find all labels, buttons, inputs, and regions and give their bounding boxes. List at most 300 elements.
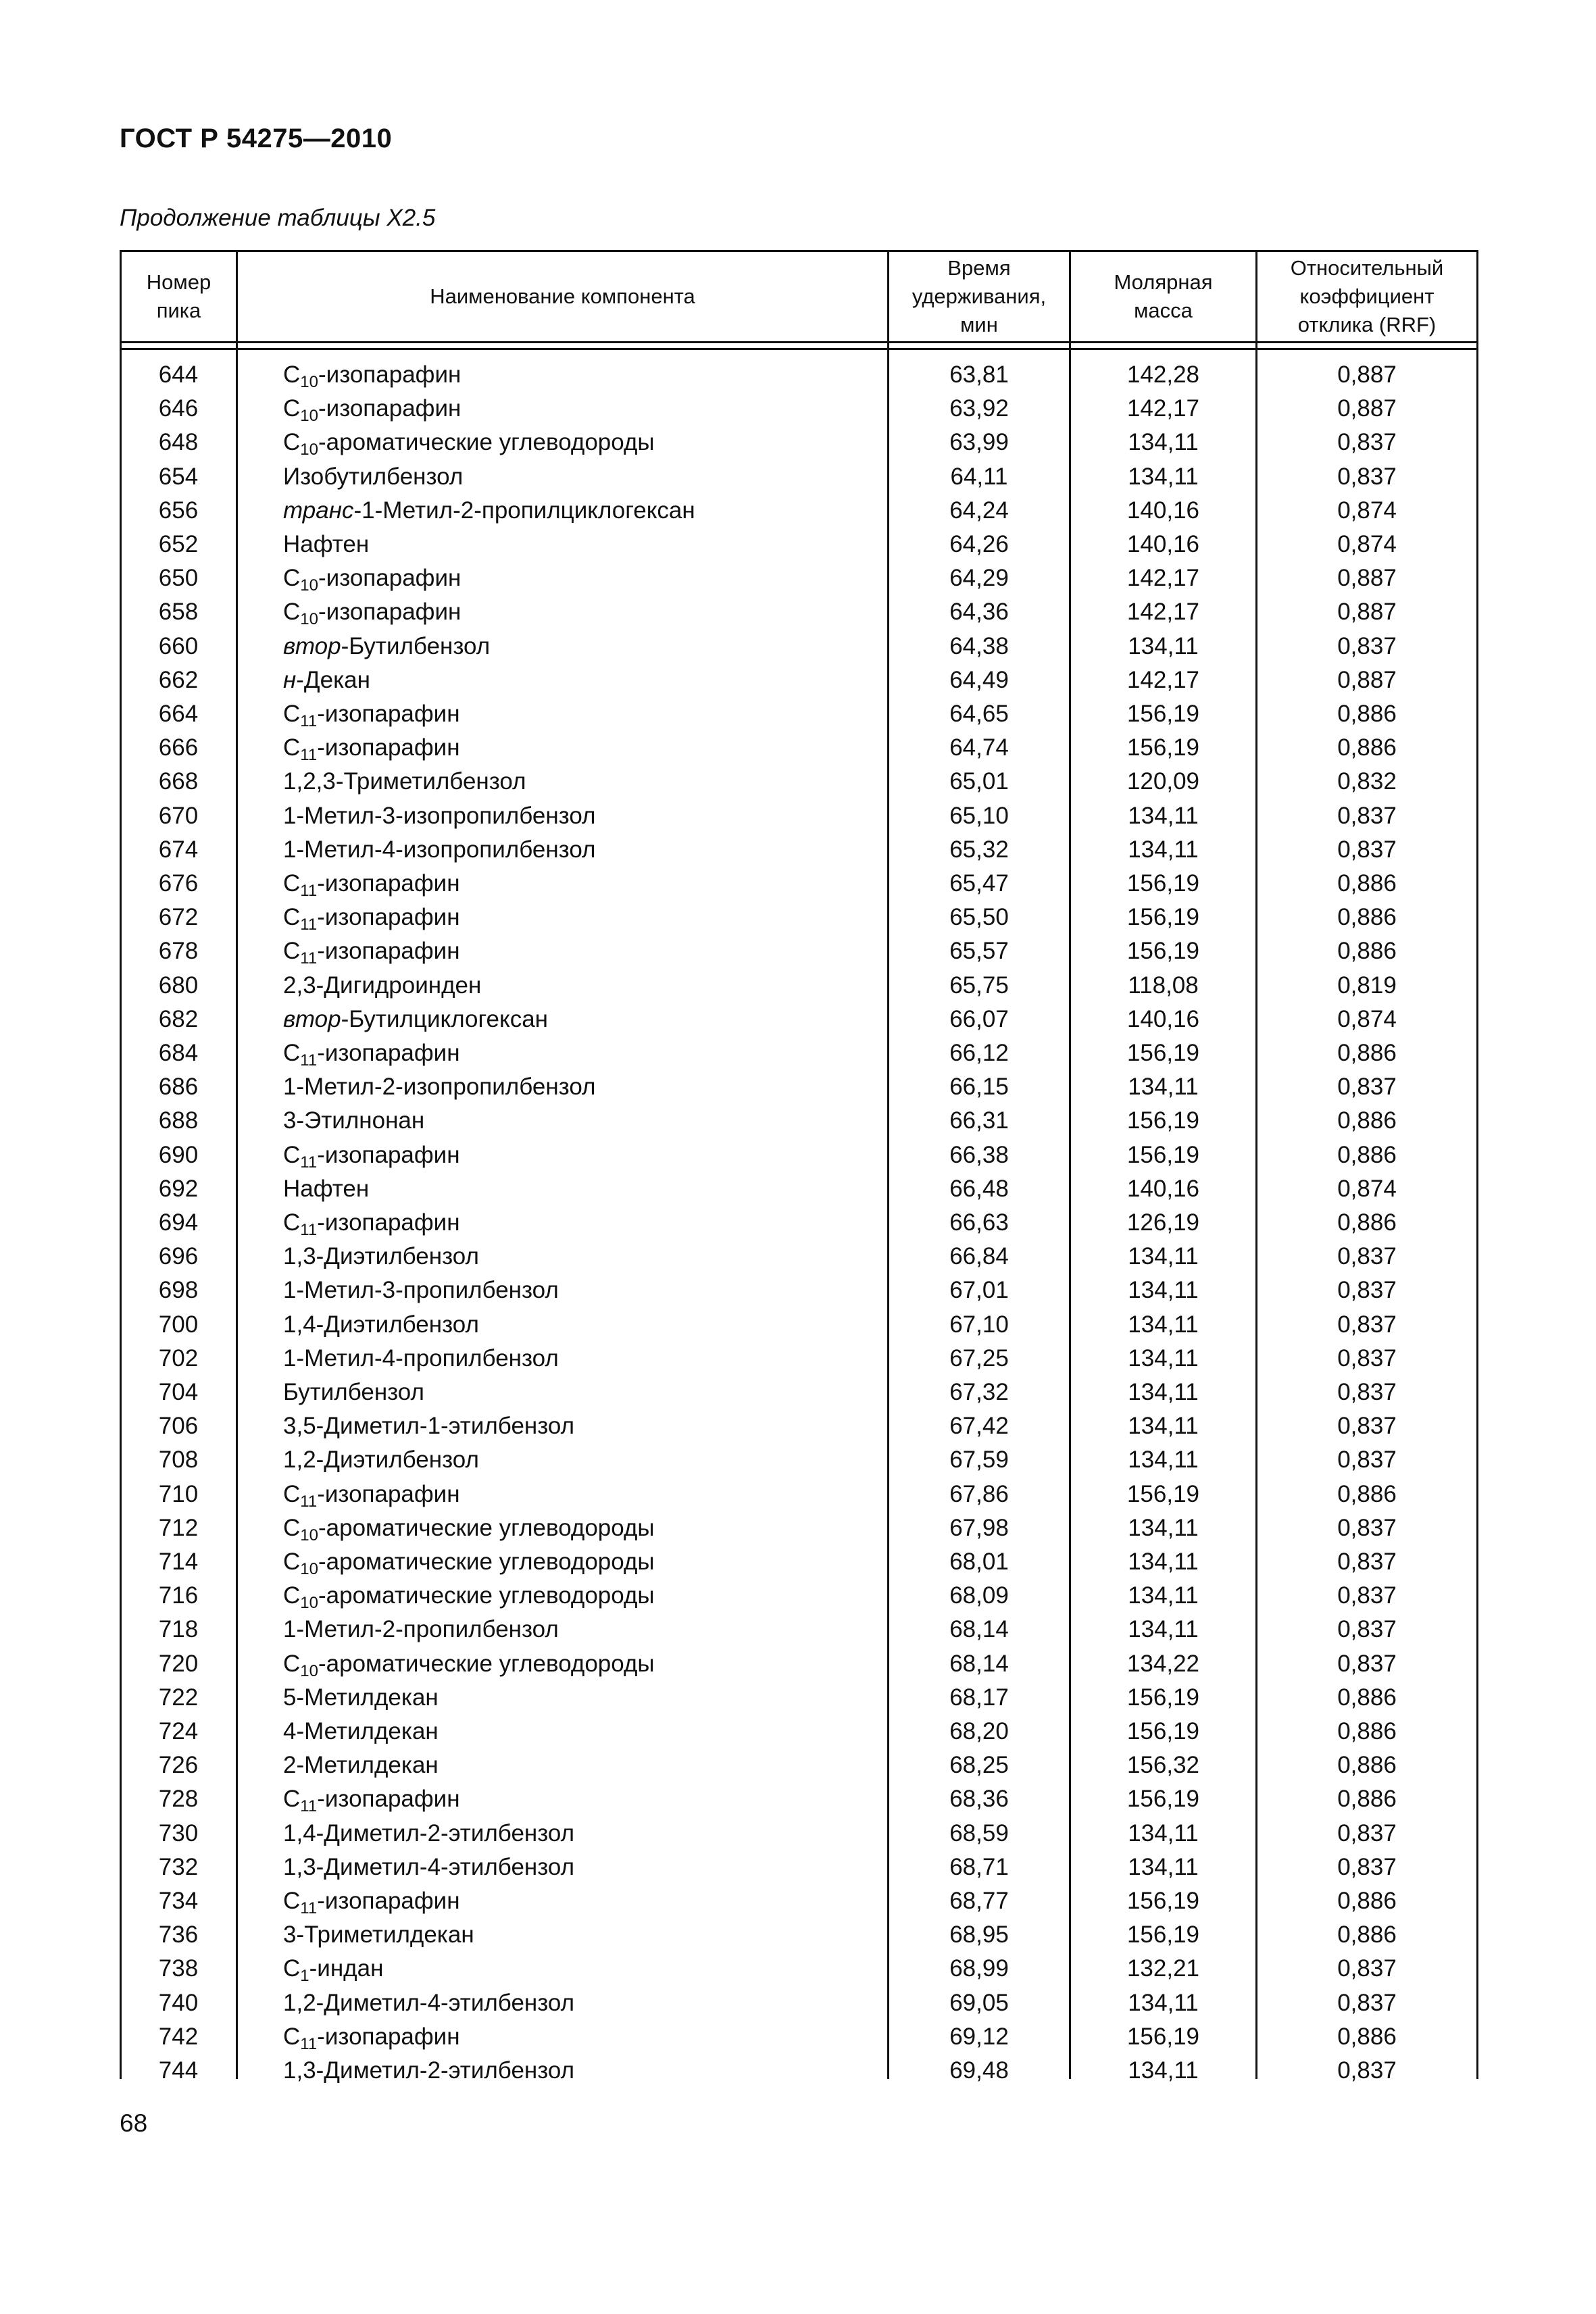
rrf-cell: 0,886: [1337, 1209, 1397, 1236]
name-suffix: -индан: [309, 1955, 384, 1982]
rrf-cell: 0,886: [1337, 1040, 1397, 1066]
name-subscript: 11: [300, 915, 318, 934]
molar-mass-cell: 156,19: [1126, 1684, 1200, 1711]
rrf-cell: 0,837: [1337, 1989, 1397, 2016]
retention-time-cell: 68,01: [949, 1549, 1009, 1575]
peak-number-cell: 728: [158, 1786, 199, 1813]
name-base: 1,4-Диэтилбензол: [283, 1311, 479, 1338]
rrf-cell: 0,837: [1337, 1549, 1397, 1575]
peak-number-cell: 666: [158, 734, 199, 761]
table-row: [120, 1715, 1478, 1749]
molar-mass-cell: 156,19: [1126, 701, 1200, 727]
retention-time-cell: 64,38: [949, 632, 1009, 659]
peak-number-cell: 718: [158, 1616, 199, 1643]
molar-mass-cell: 118,08: [1128, 972, 1199, 999]
rrf-cell: 0,887: [1337, 599, 1397, 626]
rrf-cell: 0,837: [1337, 1447, 1397, 1474]
name-subscript: 10: [300, 610, 318, 629]
component-name-cell: [283, 1172, 369, 1206]
rrf-cell: 0,837: [1337, 1582, 1397, 1609]
molar-mass-cell: 142,17: [1126, 599, 1200, 626]
name-base: 2-Метилдекан: [283, 1752, 439, 1779]
name-base: C: [283, 1514, 301, 1541]
name-base: 1,2-Диметил-4-этилбензол: [283, 1989, 575, 2016]
component-name-cell: [283, 1511, 655, 1545]
retention-time-cell: 66,63: [949, 1209, 1009, 1236]
rrf-cell: 0,887: [1337, 361, 1397, 388]
table-row: [120, 561, 1478, 595]
molar-mass-cell: 126,19: [1126, 1209, 1200, 1236]
retention-time-cell: 67,86: [949, 1480, 1009, 1507]
peak-number-cell: 662: [158, 666, 199, 693]
component-name-cell: [283, 1884, 460, 1918]
rrf-cell: 0,874: [1337, 1175, 1397, 1202]
molar-mass-cell: 134,11: [1128, 429, 1199, 456]
table-row: [120, 1443, 1478, 1477]
component-name-cell: [283, 1070, 595, 1104]
table-row: [120, 1308, 1478, 1342]
name-base: C: [283, 870, 301, 897]
name-subscript: 11: [300, 1051, 318, 1070]
name-base: -Бутилциклогексан: [341, 1005, 548, 1032]
component-name-cell: [283, 765, 526, 799]
name-base: Изобутилбензол: [283, 463, 464, 490]
molar-mass-cell: 120,09: [1126, 768, 1200, 795]
component-name-cell: [283, 1545, 655, 1579]
name-subscript: 1: [300, 1967, 309, 1986]
rrf-cell: 0,832: [1337, 768, 1397, 795]
retention-time-cell: 65,57: [949, 938, 1009, 965]
retention-time-cell: 64,65: [949, 701, 1009, 727]
rrf-cell: 0,837: [1337, 1074, 1397, 1101]
table-row: [120, 1070, 1478, 1104]
peak-number-cell: 680: [158, 972, 199, 999]
name-base: Бутилбензол: [283, 1379, 424, 1405]
name-subscript: 11: [300, 1797, 318, 1816]
rrf-cell: 0,886: [1337, 938, 1397, 965]
name-subscript: 10: [300, 1661, 318, 1680]
peak-number-cell: 654: [158, 463, 199, 490]
name-suffix: -изопарафин: [317, 1141, 460, 1168]
retention-time-cell: 67,42: [949, 1413, 1009, 1440]
component-name-cell: [283, 460, 463, 494]
retention-time-cell: 66,38: [949, 1141, 1009, 1168]
name-base: 5-Метилдекан: [283, 1684, 439, 1711]
peak-number-cell: 740: [158, 1989, 199, 2016]
component-name-cell: [283, 426, 655, 459]
table-row: [120, 731, 1478, 765]
molar-mass-cell: 134,11: [1128, 1277, 1199, 1304]
peak-number-cell: 690: [158, 1141, 199, 1168]
name-subscript: 10: [300, 407, 318, 426]
retention-time-cell: 64,26: [949, 531, 1009, 557]
component-name-cell: [283, 867, 460, 901]
rrf-cell: 0,837: [1337, 1413, 1397, 1440]
table-row: [120, 1138, 1478, 1172]
molar-mass-cell: 156,19: [1126, 734, 1200, 761]
rrf-cell: 0,886: [1337, 1718, 1397, 1744]
peak-number-cell: 682: [158, 1005, 199, 1032]
rrf-cell: 0,886: [1337, 1141, 1397, 1168]
peak-number-cell: 668: [158, 768, 199, 795]
name-base: C: [283, 701, 301, 727]
molar-mass-cell: 156,19: [1126, 1786, 1200, 1813]
peak-number-cell: 660: [158, 632, 199, 659]
peak-number-cell: 644: [158, 361, 199, 388]
component-name-cell: [283, 1206, 460, 1240]
rrf-cell: 0,886: [1337, 2023, 1397, 2050]
peak-number-cell: 656: [158, 497, 199, 524]
component-name-cell: [283, 663, 370, 697]
rrf-cell: 0,886: [1337, 870, 1397, 897]
table-row: [120, 1647, 1478, 1681]
header-molar-mass: Молярная масса: [1114, 270, 1213, 322]
name-subscript: 10: [300, 373, 318, 391]
peak-number-cell: 692: [158, 1175, 199, 1202]
component-name-cell: [283, 1613, 559, 1646]
rrf-cell: 0,886: [1337, 1752, 1397, 1779]
rrf-cell: 0,887: [1337, 565, 1397, 592]
rrf-cell: 0,886: [1337, 1107, 1397, 1134]
rrf-cell: 0,837: [1337, 429, 1397, 456]
rrf-cell: 0,886: [1337, 1921, 1397, 1948]
component-name-cell: [283, 1003, 548, 1036]
molar-mass-cell: 156,19: [1126, 938, 1200, 965]
name-subscript: 11: [300, 2034, 318, 2053]
name-italic-prefix: н: [283, 666, 297, 693]
table-row: [120, 1342, 1478, 1376]
name-suffix: -ароматические углеводороды: [318, 1549, 655, 1575]
header-peak-number: Номер пика: [146, 270, 211, 322]
table-row: [120, 392, 1478, 426]
retention-time-cell: 68,17: [949, 1684, 1009, 1711]
name-base: C: [283, 1582, 301, 1609]
peak-number-cell: 650: [158, 565, 199, 592]
retention-time-cell: 66,07: [949, 1005, 1009, 1032]
molar-mass-cell: 134,11: [1128, 1379, 1199, 1405]
component-name-cell: [283, 901, 460, 934]
retention-time-cell: 68,14: [949, 1650, 1009, 1677]
retention-time-cell: 69,05: [949, 1989, 1009, 2016]
name-base: 1,4-Диметил-2-этилбензол: [283, 1819, 575, 1846]
peak-number-cell: 684: [158, 1040, 199, 1066]
component-name-cell: [283, 1715, 439, 1749]
rrf-cell: 0,819: [1337, 972, 1397, 999]
name-subscript: 10: [300, 1526, 318, 1544]
retention-time-cell: 67,01: [949, 1277, 1009, 1304]
table-row: [120, 765, 1478, 799]
table-row: [120, 1511, 1478, 1545]
molar-mass-cell: 142,28: [1126, 361, 1200, 388]
table-row: [120, 1206, 1478, 1240]
molar-mass-cell: 134,11: [1128, 1616, 1199, 1643]
peak-number-cell: 704: [158, 1379, 199, 1405]
peak-number-cell: 706: [158, 1413, 199, 1440]
rrf-cell: 0,837: [1337, 1243, 1397, 1270]
header-separator-1: [120, 341, 1478, 343]
table-row: [120, 1884, 1478, 1918]
table-row: [120, 1240, 1478, 1274]
retention-time-cell: 67,59: [949, 1447, 1009, 1474]
component-name-cell: [283, 1274, 559, 1307]
retention-time-cell: 68,20: [949, 1718, 1009, 1744]
molar-mass-cell: 134,22: [1126, 1650, 1200, 1677]
header-retention-time: Время удерживания, мин: [912, 256, 1047, 336]
table-row: [120, 358, 1478, 392]
molar-mass-cell: 132,21: [1126, 1955, 1200, 1982]
rrf-cell: 0,874: [1337, 531, 1397, 557]
name-italic-prefix: втор: [283, 632, 341, 659]
component-name-cell: [283, 1376, 424, 1409]
table-row: [120, 697, 1478, 731]
peak-number-cell: 696: [158, 1243, 199, 1270]
name-subscript: 11: [300, 746, 318, 765]
table-row: [120, 1104, 1478, 1138]
molar-mass-cell: 134,11: [1128, 802, 1199, 829]
retention-time-cell: 68,59: [949, 1819, 1009, 1846]
name-base: C: [283, 1786, 301, 1813]
peak-number-cell: 716: [158, 1582, 199, 1609]
peak-number-cell: 722: [158, 1684, 199, 1711]
retention-time-cell: 68,99: [949, 1955, 1009, 1982]
molar-mass-cell: 134,11: [1128, 2057, 1199, 2084]
molar-mass-cell: 134,11: [1128, 1311, 1199, 1338]
name-base: 1-Метил-2-пропилбензол: [283, 1616, 559, 1643]
table-row: [120, 1918, 1478, 1952]
component-name-cell: [283, 1409, 574, 1443]
table-row: [120, 1681, 1478, 1715]
retention-time-cell: 69,48: [949, 2057, 1009, 2084]
retention-time-cell: 68,71: [949, 1853, 1009, 1880]
name-suffix: -изопарафин: [317, 938, 460, 965]
component-name-cell: [283, 833, 595, 867]
name-subscript: 11: [300, 1492, 318, 1511]
molar-mass-cell: 156,19: [1126, 1107, 1200, 1134]
name-base: -1-Метил-2-пропилциклогексан: [353, 497, 695, 524]
name-base: C: [283, 734, 301, 761]
retention-time-cell: 69,12: [949, 2023, 1009, 2050]
name-base: C: [283, 938, 301, 965]
peak-number-cell: 674: [158, 836, 199, 863]
molar-mass-cell: 134,11: [1128, 1447, 1199, 1474]
retention-time-cell: 68,09: [949, 1582, 1009, 1609]
molar-mass-cell: 140,16: [1126, 531, 1200, 557]
table-row: [120, 630, 1478, 663]
molar-mass-cell: 134,11: [1128, 1549, 1199, 1575]
name-base: 3-Триметилдекан: [283, 1921, 474, 1948]
name-base: 3-Этилнонан: [283, 1107, 425, 1134]
table-row: [120, 2020, 1478, 2054]
name-suffix: -изопарафин: [317, 2023, 460, 2050]
rrf-cell: 0,837: [1337, 836, 1397, 863]
header-component-name: Наименование компонента: [430, 284, 695, 308]
name-base: C: [283, 429, 301, 456]
rrf-cell: 0,887: [1337, 395, 1397, 422]
table-row: [120, 867, 1478, 901]
retention-time-cell: 67,10: [949, 1311, 1009, 1338]
molar-mass-cell: 156,32: [1126, 1752, 1200, 1779]
table-row: [120, 494, 1478, 528]
table-row: [120, 1036, 1478, 1070]
name-suffix: -изопарафин: [317, 904, 460, 931]
rrf-cell: 0,874: [1337, 1005, 1397, 1032]
name-base: 1,2-Диэтилбензол: [283, 1447, 479, 1474]
name-base: C: [283, 1480, 301, 1507]
name-suffix: -изопарафин: [317, 1888, 460, 1914]
name-subscript: 11: [300, 1153, 318, 1172]
peak-number-cell: 664: [158, 701, 199, 727]
name-base: 1,3-Диметил-2-этилбензол: [283, 2057, 575, 2084]
rrf-cell: 0,837: [1337, 463, 1397, 490]
molar-mass-cell: 134,11: [1128, 836, 1199, 863]
name-suffix: -ароматические углеводороды: [318, 429, 655, 456]
molar-mass-cell: 156,19: [1126, 1480, 1200, 1507]
peak-number-cell: 672: [158, 904, 199, 931]
document-id: ГОСТ Р 54275—2010: [120, 124, 393, 153]
name-base: C: [283, 1955, 301, 1982]
peak-number-cell: 744: [158, 2057, 199, 2084]
molar-mass-cell: 156,19: [1126, 1040, 1200, 1066]
table-row: [120, 1478, 1478, 1511]
component-name-cell: [283, 494, 695, 528]
molar-mass-cell: 134,11: [1128, 1582, 1199, 1609]
component-name-cell: [283, 2054, 574, 2088]
component-name-cell: [283, 934, 460, 968]
rrf-cell: 0,886: [1337, 1786, 1397, 1813]
component-name-cell: [283, 1579, 655, 1613]
rrf-cell: 0,874: [1337, 497, 1397, 524]
table-row: [120, 1782, 1478, 1816]
retention-time-cell: 65,47: [949, 870, 1009, 897]
peak-number-cell: 734: [158, 1888, 199, 1914]
component-name-cell: [283, 2020, 460, 2054]
retention-time-cell: 65,01: [949, 768, 1009, 795]
peak-number-cell: 676: [158, 870, 199, 897]
component-name-cell: [283, 1647, 655, 1681]
component-name-cell: [283, 1138, 460, 1172]
molar-mass-cell: 142,17: [1126, 565, 1200, 592]
peak-number-cell: 658: [158, 599, 199, 626]
table-row: [120, 833, 1478, 867]
rrf-cell: 0,837: [1337, 1277, 1397, 1304]
table-row: [120, 934, 1478, 968]
rrf-cell: 0,837: [1337, 1616, 1397, 1643]
peak-number-cell: 724: [158, 1718, 199, 1744]
retention-time-cell: 68,14: [949, 1616, 1009, 1643]
table-row: [120, 2054, 1478, 2088]
component-name-cell: [283, 1478, 460, 1511]
rrf-cell: 0,837: [1337, 802, 1397, 829]
name-base: 2,3-Дигидроинден: [283, 972, 482, 999]
molar-mass-cell: 134,11: [1128, 1243, 1199, 1270]
name-base: 1-Метил-3-пропилбензол: [283, 1277, 559, 1304]
table-row: [120, 1851, 1478, 1884]
retention-time-cell: 68,25: [949, 1752, 1009, 1779]
table-row: [120, 969, 1478, 1003]
table-row: [120, 663, 1478, 697]
page-number: 68: [120, 2109, 148, 2137]
peak-number-cell: 652: [158, 531, 199, 557]
name-base: C: [283, 1650, 301, 1677]
molar-mass-cell: 142,17: [1126, 666, 1200, 693]
retention-time-cell: 64,29: [949, 565, 1009, 592]
name-base: 1-Метил-4-пропилбензол: [283, 1344, 559, 1372]
peak-number-cell: 712: [158, 1514, 199, 1541]
table-row: [120, 1986, 1478, 2020]
name-base: 1-Метил-2-изопропилбензол: [283, 1074, 596, 1101]
molar-mass-cell: 134,11: [1128, 1074, 1199, 1101]
retention-time-cell: 65,50: [949, 904, 1009, 931]
table-row: [120, 1274, 1478, 1307]
table-row: [120, 460, 1478, 494]
name-italic-prefix: транс: [283, 497, 354, 524]
name-suffix: -изопарафин: [317, 1786, 460, 1813]
molar-mass-cell: 140,16: [1126, 1005, 1200, 1032]
peak-number-cell: 698: [158, 1277, 199, 1304]
rrf-cell: 0,837: [1337, 1819, 1397, 1846]
rrf-cell: 0,887: [1337, 666, 1397, 693]
molar-mass-cell: 156,19: [1126, 870, 1200, 897]
molar-mass-cell: 134,11: [1128, 1853, 1199, 1880]
rrf-cell: 0,886: [1337, 1684, 1397, 1711]
name-base: C: [283, 1549, 301, 1575]
table-row: [120, 1613, 1478, 1646]
rrf-cell: 0,886: [1337, 1888, 1397, 1914]
name-suffix: -изопарафин: [317, 870, 460, 897]
peak-number-cell: 702: [158, 1344, 199, 1372]
component-name-cell: [283, 1240, 479, 1274]
rrf-cell: 0,886: [1337, 701, 1397, 727]
name-base: -Декан: [296, 666, 370, 693]
header-separator-2: [120, 348, 1478, 350]
molar-mass-cell: 134,11: [1128, 1344, 1199, 1372]
retention-time-cell: 67,32: [949, 1379, 1009, 1405]
retention-time-cell: 66,31: [949, 1107, 1009, 1134]
retention-time-cell: 64,74: [949, 734, 1009, 761]
retention-time-cell: 68,36: [949, 1786, 1009, 1813]
retention-time-cell: 65,75: [949, 972, 1009, 999]
name-base: C: [283, 361, 301, 388]
molar-mass-cell: 134,11: [1128, 1819, 1199, 1846]
peak-number-cell: 708: [158, 1447, 199, 1474]
rrf-cell: 0,886: [1337, 1480, 1397, 1507]
rrf-cell: 0,837: [1337, 1650, 1397, 1677]
name-suffix: -изопарафин: [317, 734, 460, 761]
peak-number-cell: 678: [158, 938, 199, 965]
component-name-cell: [283, 1986, 574, 2020]
component-name-cell: [283, 731, 460, 765]
molar-mass-cell: 156,19: [1126, 904, 1200, 931]
molar-mass-cell: 134,11: [1128, 1989, 1199, 2016]
header-rrf: Относительный коэффициент отклика (RRF): [1290, 256, 1444, 336]
rrf-cell: 0,837: [1337, 1311, 1397, 1338]
molar-mass-cell: 156,19: [1126, 1141, 1200, 1168]
molar-mass-cell: 142,17: [1126, 395, 1200, 422]
name-base: 3,5-Диметил-1-этилбензол: [283, 1413, 575, 1440]
retention-time-cell: 65,10: [949, 802, 1009, 829]
molar-mass-cell: 134,11: [1128, 632, 1199, 659]
retention-time-cell: 68,95: [949, 1921, 1009, 1948]
retention-time-cell: 64,24: [949, 497, 1009, 524]
table-row: [120, 1545, 1478, 1579]
name-base: C: [283, 1141, 301, 1168]
table-row: [120, 1376, 1478, 1409]
name-suffix: -изопарафин: [317, 701, 460, 727]
name-subscript: 10: [300, 441, 318, 459]
retention-time-cell: 66,84: [949, 1243, 1009, 1270]
molar-mass-cell: 156,19: [1126, 1718, 1200, 1744]
retention-time-cell: 63,81: [949, 361, 1009, 388]
